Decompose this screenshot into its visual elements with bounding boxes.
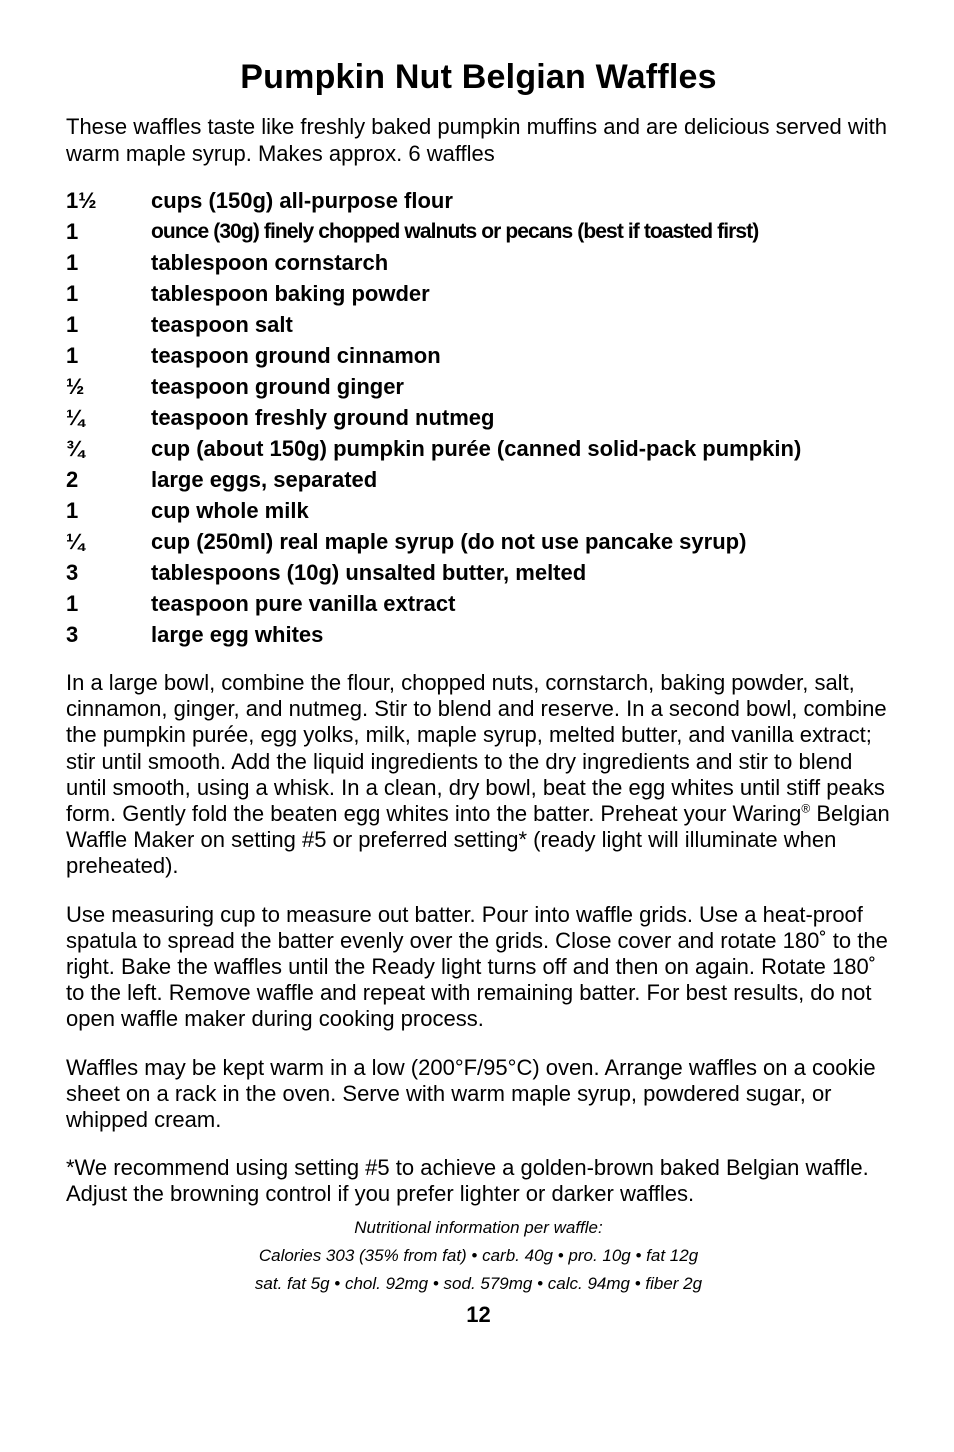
ingredient-quantity: ¼ (66, 529, 85, 554)
instructions-serving: Waffles may be kept warm in a low (200°F/95°C) oven. Arrange waffles on a cookie sheet on a rack in the oven. Serve with warm maple syrup, powdered sugar, or whipped cream. (66, 1054, 876, 1133)
ingredient-row (66, 371, 891, 402)
ingredient-row (66, 185, 891, 216)
page-number: 12 (466, 1301, 491, 1327)
nutrition-heading: Nutritional information per waffle: (354, 1217, 603, 1237)
ingredient-name: cup (about 150g) pumpkin purée (canned solid-pack pumpkin) (151, 436, 802, 461)
ingredient-row (66, 526, 891, 557)
ingredient-quantity: 1 (66, 591, 79, 616)
recipe-intro: These waffles taste like freshly baked pumpkin muffins and are delicious served with warm maple syrup. Makes approx. 6 waffles (66, 114, 887, 166)
ingredient-name: teaspoon ground ginger (151, 374, 404, 399)
nutrition-line-1: Calories 303 (35% from fat) • carb. 40g • pro. 10g • fat 12g (258, 1245, 699, 1265)
ingredient-quantity: ½ (66, 374, 85, 399)
ingredient-quantity: 1 (66, 498, 79, 523)
instructions-mixing-text: In a large bowl, combine the flour, chopped nuts, cornstarch, baking powder, salt, cinnamon, ginger, and nutmeg. Stir to blend and reserve. In a second bowl, combine the pumpkin purée, egg yolks, milk, maple syrup, melted butter, and vanilla extract; stir until smooth. Add the liquid ingredients to the dry ingredients and stir to blend until smooth, using a whisk. In a clean, dry bowl, beat the egg whites until stiff peaks form. Gently fold the beaten egg whites into the batter. Preheat your Waring (66, 670, 887, 827)
ingredient-row (66, 278, 891, 309)
ingredient-row (66, 340, 891, 371)
ingredient-list (66, 185, 891, 650)
nutrition-info (66, 1214, 891, 1298)
ingredient-quantity: 1 (66, 281, 79, 306)
ingredient-quantity: 1 (66, 250, 79, 275)
ingredient-quantity: ¼ (66, 405, 85, 430)
registered-mark: ® (801, 801, 811, 816)
nutrition-line-2: sat. fat 5g • chol. 92mg • sod. 579mg • calc. 94mg • fiber 2g (254, 1273, 703, 1293)
ingredient-name: large eggs, separated (151, 467, 378, 492)
ingredient-row (66, 495, 891, 526)
ingredient-name: cup (250ml) real maple syrup (do not use pancake syrup) (151, 529, 747, 554)
recommendation-note: *We recommend using setting #5 to achieve a golden-brown baked Belgian waffle. Adjust the browning control if you prefer lighter or darker waffles. (66, 1155, 869, 1207)
ingredient-quantity: 1 (66, 343, 79, 368)
ingredient-quantity: 1½ (66, 188, 97, 213)
ingredient-row (66, 247, 891, 278)
ingredient-name: cups (150g) all-purpose flour (151, 188, 453, 213)
ingredient-quantity: 1 (66, 312, 79, 337)
ingredient-quantity: 1 (66, 219, 79, 244)
ingredient-quantity: 3 (66, 560, 79, 585)
ingredient-row (66, 619, 891, 650)
instructions-mixing (66, 670, 891, 880)
ingredient-row (66, 464, 891, 495)
ingredient-quantity: 3 (66, 622, 79, 647)
recipe-page (66, 58, 891, 1328)
ingredient-row (66, 433, 891, 464)
instructions-baking: Use measuring cup to measure out batter. Pour into waffle grids. Use a heat-proof spatula to spread the batter evenly over the grids. Close cover and rotate 180˚ to the right. Bake the waffles until the Ready light turns off and then on again. Rotate 180˚ to the left. Remove waffle and repeat with remaining batter. For best results, do not open waffle maker during cooking process. (66, 901, 888, 1032)
ingredient-name: tablespoon baking powder (151, 281, 430, 306)
ingredient-row (66, 557, 891, 588)
ingredient-row (66, 588, 891, 619)
recipe-title: Pumpkin Nut Belgian Waffles (240, 58, 717, 96)
ingredient-name: teaspoon freshly ground nutmeg (151, 405, 495, 430)
ingredient-name: teaspoon ground cinnamon (151, 343, 441, 368)
ingredient-name: large egg whites (151, 622, 324, 647)
ingredient-name: cup whole milk (151, 498, 309, 523)
ingredient-name: tablespoon cornstarch (151, 250, 389, 275)
ingredient-name: tablespoons (10g) unsalted butter, melted (151, 560, 587, 585)
ingredient-quantity: 2 (66, 467, 79, 492)
ingredient-row (66, 402, 891, 433)
ingredient-row (66, 216, 891, 247)
ingredient-name: teaspoon salt (151, 312, 293, 337)
ingredient-row (66, 309, 891, 340)
instructions-preheat-text: Belgian Waffle Maker on setting #5 or preferred setting* (ready light will illuminate when preheated). (66, 801, 890, 879)
ingredient-name: ounce (30g) finely chopped walnuts or pecans (best if toasted first) (151, 220, 759, 243)
ingredient-quantity: ¾ (66, 436, 85, 461)
ingredient-name: teaspoon pure vanilla extract (151, 591, 456, 616)
